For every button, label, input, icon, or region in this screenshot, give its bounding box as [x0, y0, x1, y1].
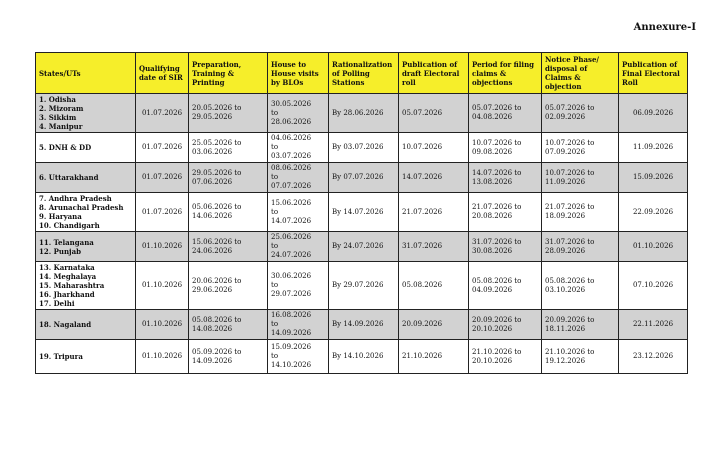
date-line: 07.06.2026	[192, 177, 233, 186]
rationalization-cell: By 07.07.2026	[329, 163, 399, 193]
date-line: to	[271, 281, 279, 289]
qualifying-date-cell: 01.10.2026	[136, 310, 189, 340]
date-line: 15.06.2026 to	[192, 237, 242, 246]
date-line: 20.10.2026	[472, 356, 513, 365]
states-cell	[36, 133, 136, 163]
preparation-cell	[189, 163, 268, 193]
date-line: 20.05.2026 to	[192, 104, 242, 112]
date-line: 05.09.2026 to	[192, 347, 242, 356]
notice-phase-cell	[542, 310, 619, 340]
draft-roll-cell: 21.07.2026	[399, 193, 469, 232]
state-name: 6. Uttarakhand	[39, 173, 99, 182]
qualifying-date-cell: 01.10.2026	[136, 262, 189, 310]
date-line: 20.09.2026 to	[545, 315, 595, 324]
claims-period-cell	[469, 193, 542, 232]
date-line: 19.12.2026	[545, 356, 586, 365]
date-line: 10.07.2026 to	[545, 138, 595, 147]
draft-roll-cell: 31.07.2026	[399, 232, 469, 262]
state-name: 7. Andhra Pradesh	[39, 194, 112, 203]
table-row	[36, 340, 688, 374]
preparation-cell	[189, 193, 268, 232]
preparation-cell	[189, 133, 268, 163]
date-line: 13.08.2026	[472, 177, 513, 186]
draft-roll-cell: 05.07.2026	[399, 94, 469, 133]
states-cell	[36, 232, 136, 262]
preparation-cell	[189, 232, 268, 262]
rationalization-cell: By 24.07.2026	[329, 232, 399, 262]
house-to-house-cell	[268, 262, 329, 310]
date-line: to	[271, 173, 279, 181]
annexure-label: Annexure-I	[633, 22, 696, 33]
states-cell	[36, 94, 136, 133]
table-row	[36, 133, 688, 163]
rationalization-cell: By 14.09.2026	[329, 310, 399, 340]
date-line: 18.11.2026	[545, 324, 586, 333]
date-line: 20.09.2026 to	[472, 315, 522, 324]
date-line: 05.07.2026 to	[545, 104, 595, 112]
date-line: 29.05.2026	[192, 113, 233, 121]
claims-period-cell	[469, 94, 542, 133]
col-header-states: States/UTs	[36, 53, 136, 94]
date-line: 25.06.2026	[271, 233, 312, 241]
date-line: 14.07.2026 to	[472, 168, 522, 177]
date-line: 31.07.2026 to	[472, 237, 522, 246]
table-row	[36, 193, 688, 232]
qualifying-date-cell: 01.07.2026	[136, 163, 189, 193]
table-row	[36, 94, 688, 133]
state-name: 19. Tripura	[39, 352, 83, 361]
draft-roll-cell: 10.07.2026	[399, 133, 469, 163]
state-name: 9. Haryana	[39, 212, 82, 221]
claims-period-cell	[469, 340, 542, 374]
notice-phase-cell	[542, 133, 619, 163]
date-line: 31.07.2026 to	[545, 237, 595, 246]
final-roll-cell: 15.09.2026	[619, 163, 688, 193]
preparation-cell	[189, 310, 268, 340]
date-line: 04.08.2026	[472, 113, 513, 121]
date-line: 08.06.2026	[271, 164, 312, 172]
date-line: 14.10.2026	[271, 361, 312, 369]
col-header-final-roll: Publication of Final Electoral Roll	[619, 53, 688, 94]
col-header-house-to-house: House to House visits by BLOs	[268, 53, 329, 94]
date-line: 21.10.2026 to	[545, 347, 595, 356]
date-line: 10.07.2026 to	[472, 138, 522, 147]
house-to-house-cell	[268, 232, 329, 262]
final-roll-cell: 06.09.2026	[619, 94, 688, 133]
state-name: 1. Odisha	[39, 95, 76, 104]
date-line: 28.06.2026	[271, 117, 312, 126]
date-line: 07.09.2026	[545, 147, 586, 156]
state-name: 10. Chandigarh	[39, 221, 100, 230]
state-name: 15. Maharashtra	[39, 281, 105, 290]
table-row	[36, 310, 688, 340]
date-line: 03.06.2026	[192, 147, 233, 156]
notice-phase-cell	[542, 232, 619, 262]
rationalization-cell: By 03.07.2026	[329, 133, 399, 163]
date-line: to	[271, 242, 279, 250]
date-line: 14.06.2026	[192, 212, 233, 220]
date-line: 04.09.2026	[472, 285, 513, 294]
col-header-claims-period: Period for filing claims & objections	[469, 53, 542, 94]
date-line: 21.07.2026 to	[545, 203, 595, 211]
date-line: 04.06.2026	[271, 134, 312, 142]
date-line: 03.07.2026	[271, 152, 312, 160]
date-line: to	[271, 108, 279, 117]
date-line: 28.09.2026	[545, 246, 586, 255]
date-line: 15.06.2026	[271, 198, 312, 207]
state-name: 11. Telangana	[39, 237, 94, 247]
date-line: 29.05.2026 to	[192, 168, 242, 177]
final-roll-cell: 11.09.2026	[619, 133, 688, 163]
house-to-house-cell	[268, 94, 329, 133]
date-line: 21.07.2026 to	[472, 203, 522, 211]
draft-roll-cell: 20.09.2026	[399, 310, 469, 340]
qualifying-date-cell: 01.07.2026	[136, 94, 189, 133]
house-to-house-cell	[268, 340, 329, 374]
final-roll-cell: 22.09.2026	[619, 193, 688, 232]
state-name: 13. Karnataka	[39, 263, 95, 272]
date-line: 14.08.2026	[192, 324, 233, 333]
preparation-cell	[189, 94, 268, 133]
claims-period-cell	[469, 163, 542, 193]
draft-roll-cell: 21.10.2026	[399, 340, 469, 374]
date-line: 09.08.2026	[472, 147, 513, 156]
notice-phase-cell	[542, 262, 619, 310]
date-line: 30.05.2026	[271, 99, 312, 108]
date-line: 05.06.2026 to	[192, 203, 242, 211]
claims-period-cell	[469, 310, 542, 340]
date-line: 29.06.2026	[192, 285, 233, 294]
header-row	[36, 53, 688, 94]
date-line: 29.07.2026	[271, 290, 312, 298]
states-cell	[36, 163, 136, 193]
date-line: 21.10.2026 to	[472, 347, 522, 356]
house-to-house-cell	[268, 163, 329, 193]
final-roll-cell: 07.10.2026	[619, 262, 688, 310]
col-header-notice-phase: Notice Phase/ disposal of Claims & objection	[542, 53, 619, 94]
house-to-house-cell	[268, 193, 329, 232]
qualifying-date-cell: 01.10.2026	[136, 340, 189, 374]
final-roll-cell: 01.10.2026	[619, 232, 688, 262]
date-line: 07.07.2026	[271, 182, 312, 190]
date-line: 11.09.2026	[545, 177, 586, 186]
rationalization-cell: By 14.07.2026	[329, 193, 399, 232]
date-line: 05.07.2026 to	[472, 104, 522, 112]
final-roll-cell: 23.12.2026	[619, 340, 688, 374]
state-name: 18. Nagaland	[39, 320, 92, 329]
claims-period-cell	[469, 133, 542, 163]
notice-phase-cell	[542, 163, 619, 193]
states-cell	[36, 340, 136, 374]
date-line: 15.09.2026	[271, 343, 312, 351]
state-name: 17. Delhi	[39, 299, 75, 308]
states-cell	[36, 310, 136, 340]
date-line: to	[271, 207, 279, 216]
date-line: 25.05.2026 to	[192, 138, 242, 147]
claims-period-cell	[469, 232, 542, 262]
date-line: 18.09.2026	[545, 212, 586, 220]
date-line: 05.08.2026 to	[472, 276, 522, 285]
table-row	[36, 232, 688, 262]
qualifying-date-cell: 01.07.2026	[136, 193, 189, 232]
claims-period-cell	[469, 262, 542, 310]
date-line: to	[271, 143, 279, 151]
date-line: to	[271, 320, 279, 328]
date-line: to	[271, 352, 279, 360]
state-name: 8. Arunachal Pradesh	[39, 203, 124, 212]
state-name: 14. Meghalaya	[39, 272, 97, 281]
state-name: 2. Mizoram	[39, 104, 84, 113]
rationalization-cell: By 28.06.2026	[329, 94, 399, 133]
date-line: 30.08.2026	[472, 246, 513, 255]
col-header-preparation: Preparation, Training & Printing	[189, 53, 268, 94]
date-line: 20.06.2026 to	[192, 276, 242, 285]
table-row	[36, 163, 688, 193]
rationalization-cell: By 14.10.2026	[329, 340, 399, 374]
state-name: 12. Punjab	[39, 246, 82, 256]
date-line: 05.08.2026 to	[545, 276, 595, 285]
preparation-cell	[189, 262, 268, 310]
rationalization-cell: By 29.07.2026	[329, 262, 399, 310]
date-line: 14.09.2026	[192, 356, 233, 365]
notice-phase-cell	[542, 193, 619, 232]
date-line: 16.08.2026	[271, 311, 312, 319]
state-name: 3. Sikkim	[39, 113, 77, 122]
final-roll-cell: 22.11.2026	[619, 310, 688, 340]
date-line: 14.07.2026	[271, 216, 312, 225]
house-to-house-cell	[268, 133, 329, 163]
col-header-qualifying-date: Qualifying date of SIR	[136, 53, 189, 94]
states-cell	[36, 262, 136, 310]
date-line: 02.09.2026	[545, 113, 586, 121]
table-row	[36, 262, 688, 310]
preparation-cell	[189, 340, 268, 374]
date-line: 14.09.2026	[271, 329, 312, 337]
date-line: 24.06.2026	[192, 246, 233, 255]
qualifying-date-cell: 01.07.2026	[136, 133, 189, 163]
col-header-draft-roll: Publication of draft Electoral roll	[399, 53, 469, 94]
notice-phase-cell	[542, 340, 619, 374]
date-line: 20.10.2026	[472, 324, 513, 333]
date-line: 05.08.2026 to	[192, 315, 242, 324]
state-name: 5. DNH & DD	[39, 143, 92, 152]
states-cell	[36, 193, 136, 232]
qualifying-date-cell: 01.10.2026	[136, 232, 189, 262]
house-to-house-cell	[268, 310, 329, 340]
date-line: 24.07.2026	[271, 251, 312, 259]
draft-roll-cell: 05.08.2026	[399, 262, 469, 310]
state-name: 16. Jharkhand	[39, 290, 95, 299]
draft-roll-cell: 14.07.2026	[399, 163, 469, 193]
date-line: 10.07.2026 to	[545, 168, 595, 177]
date-line: 03.10.2026	[545, 285, 586, 294]
sir-schedule-table	[35, 52, 688, 374]
state-name: 4. Manipur	[39, 122, 83, 131]
date-line: 20.08.2026	[472, 212, 513, 220]
date-line: 30.06.2026	[271, 272, 312, 280]
col-header-rationalization: Rationalization of Polling Stations	[329, 53, 399, 94]
notice-phase-cell	[542, 94, 619, 133]
